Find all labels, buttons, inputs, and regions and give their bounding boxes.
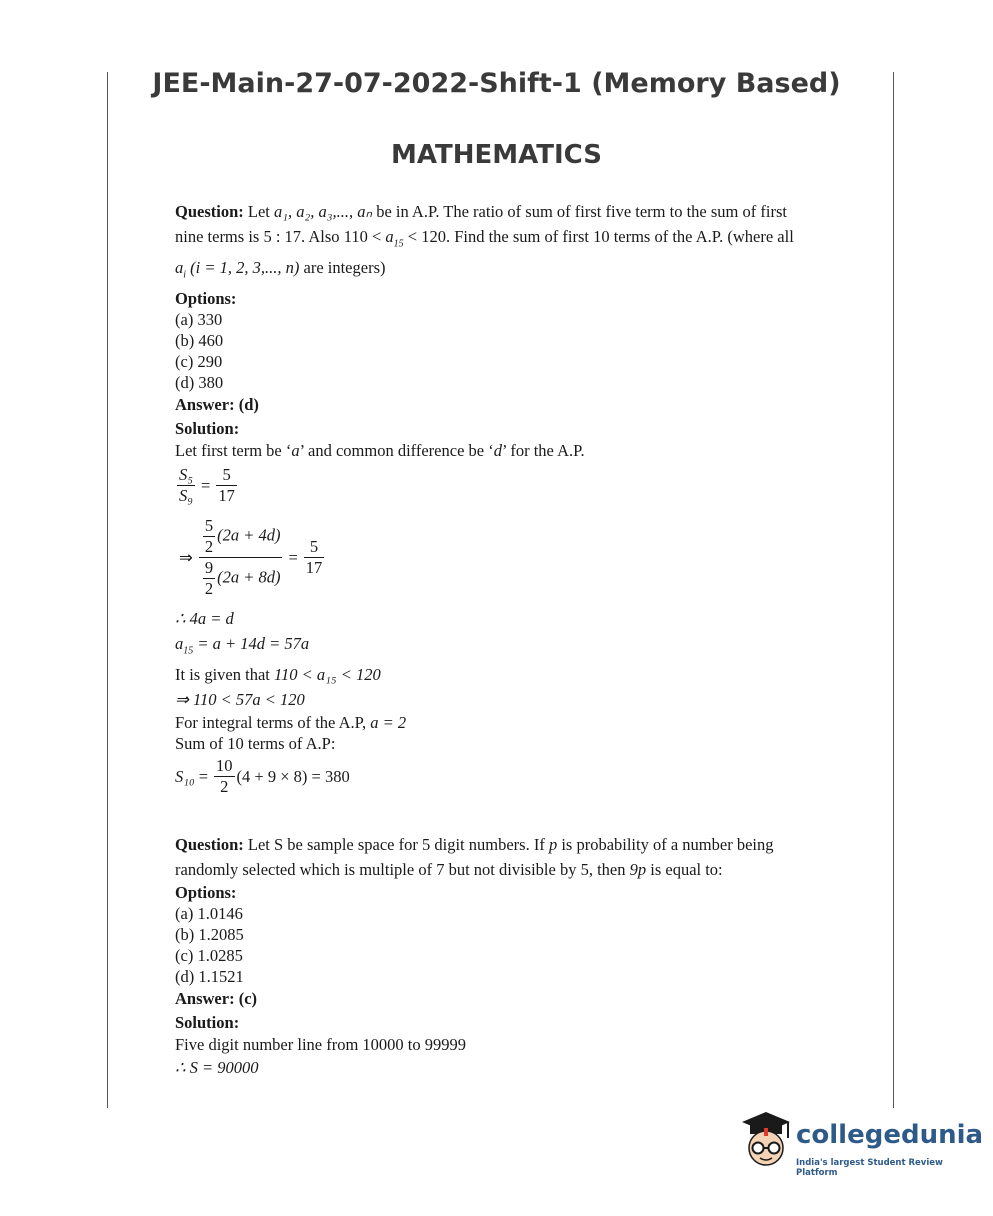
s10-equation: S₁₀ = $\frac{10}{2}$ (4 + 9 × 8) = 380 [175,756,350,797]
q2-options-label: Options: [175,883,237,903]
q2-option-c: (c) 1.0285 [175,946,243,966]
q2-option-a: (a) 1.0146 [175,904,243,924]
q2-answer: Answer: (c) [175,989,258,1009]
expanded-ratio-equation: ⇒ $\frac{5}{2}$ (2a + 4d) $\frac{9}{2}$ (2a + 8d) = $\frac{5}{17}$ [179,516,323,599]
q1-answer: Answer: (d) [175,395,259,415]
q1-text-line1: Question: Let a₁, a₂, a₃,..., aₙ be in A.P. The ratio of sum of first five term to the sum of first [175,202,787,221]
q1-a15-line: $a_{15} = a + 14d = 57a$ [175,633,310,656]
q1-text-line3: $a_i$ (i = 1, 2, 3,..., n) are integers) [175,258,386,281]
q1-sum-label: Sum of 10 terms of A.P: [175,734,336,754]
q1-solution-label: Solution: [175,418,240,438]
q1-option-b: (b) 460 [175,331,224,351]
ratio-equation: $\frac{\text{S₅}}{\text{S₉}}$ = $\frac{5}{17}$ [179,465,235,506]
page-border-right [893,72,894,1108]
q1-options-label: Options: [175,289,237,309]
five-over-seventeen: $\frac{5}{17}$ [218,465,235,506]
q1-integral-line: For integral terms of the A.P, a = 2 [175,713,407,733]
q2-sol-line1: Five digit number line from 10000 to 99999 [175,1034,467,1054]
mascot-with-graduation-cap-icon [736,1110,792,1178]
subject-heading: MATHEMATICS [391,140,602,170]
logo-tagline: India's largest Student Review Platform [796,1158,943,1178]
logo-wordmark: collegedunia [796,1120,984,1150]
exam-title: JEE-Main-27-07-2022-Shift-1 (Memory Based) [152,68,841,99]
q2-option-b: (b) 1.2085 [175,925,244,945]
q2-solution-label: Solution: [175,1012,240,1032]
q1-text-line2: nine terms is 5 : 17. Also $110 < a_{15} < 120$. Find the sum of first 10 terms of the A.P. (where all [175,226,794,249]
q1-given-line: It is given that 110 < a₁₅ < 120 [175,665,381,685]
compound-fraction: $\frac{5}{2}$ (2a + 4d) $\frac{9}{2}$ (2a + 8d) [199,516,283,599]
q1-option-d: (d) 380 [175,373,224,393]
page-border-left [107,72,108,1108]
q1-therefore: ∴ 4a = d [175,609,234,629]
q2-text-line2: randomly selected which is multiple of 7 but not divisible by 5, then 9p is equal to: [175,859,723,879]
q2-sol-line2: ∴ S = 90000 [175,1058,259,1078]
questions-body [175,200,835,1078]
s5-over-s9: $\frac{\text{S₅}}{\text{S₉}}$ [179,465,193,506]
q1-option-a: (a) 330 [175,310,223,330]
q1-sol-line1: Let first term be ‘a’ and common difference be ‘d’ for the A.P. [175,440,585,460]
q1-implies-line: ⇒ 110 < 57a < 120 [175,689,305,709]
q2-text-line1: Question: Let S be sample space for 5 digit numbers. If p is probability of a number being [175,835,774,855]
q2-option-d: (d) 1.1521 [175,967,244,987]
q1-option-c: (c) 290 [175,352,223,372]
collegedunia-logo[interactable] [736,1110,984,1180]
